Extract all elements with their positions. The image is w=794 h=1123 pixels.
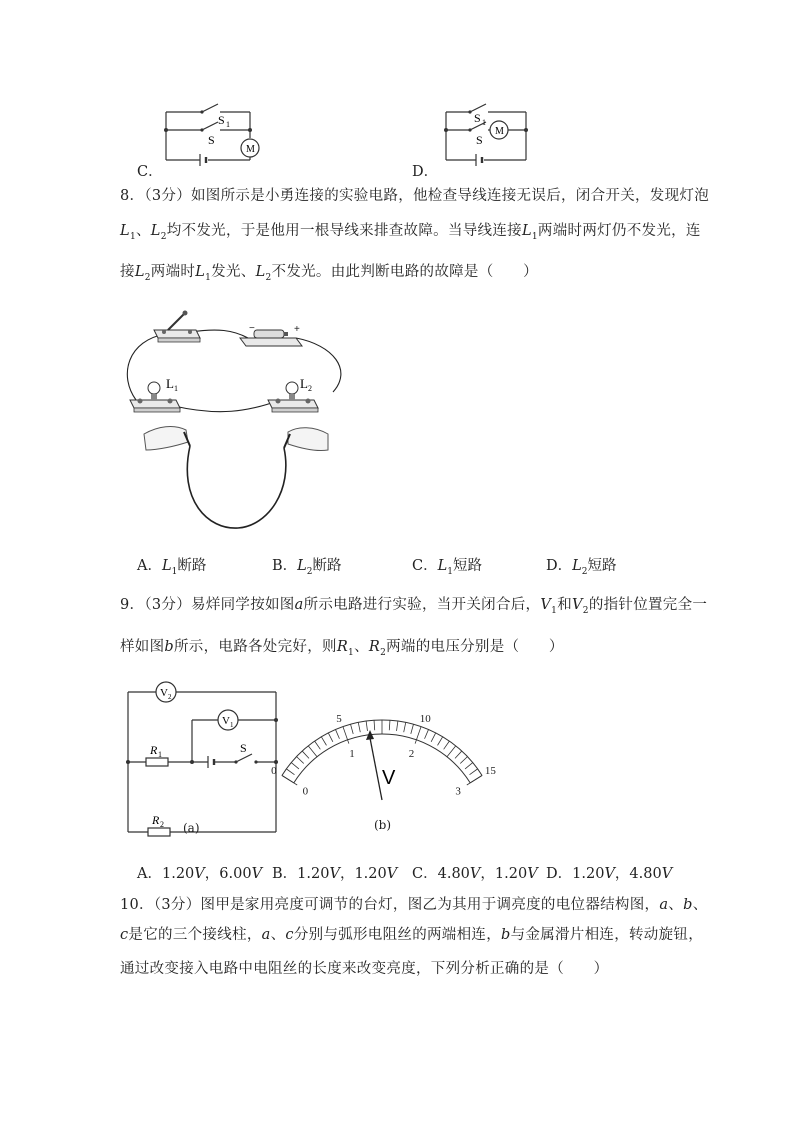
meter-tick: [447, 746, 456, 757]
q8-option-b[interactable]: B．$L_2$断路: [272, 558, 342, 577]
voltmeter-v1-label: V: [222, 715, 230, 727]
meter-tick: [374, 720, 375, 730]
q9-circuit-diagram-a: [124, 680, 284, 840]
svg-text:2: 2: [168, 693, 172, 701]
svg-text:1: 1: [158, 750, 162, 759]
q10-stem-line3: 通过改变接入电路中电阻丝的长度来改变亮度，下列分析正确的是（ ）: [120, 961, 609, 977]
meter-lower-tick-label: 3: [455, 785, 461, 798]
switch-s-label: S: [208, 133, 215, 147]
switch-s1-label: S: [218, 113, 225, 127]
q9-stem-line2: 样如图b所示，电路各处完好，则$R_1$、$R_2$两端的电压分别是（ ）: [120, 639, 564, 658]
q8-option-d[interactable]: D．$L_2$短路: [546, 558, 617, 577]
left-hand-icon: [144, 427, 190, 450]
svg-text:−: −: [249, 323, 255, 334]
q9-stem-line1: 9．（3分）易烊同学按如图a所示电路进行实验，当开关闭合后，$V_1$和$V_2$的指针位置完全一: [120, 597, 708, 616]
meter-lower-tick-label: 1: [349, 748, 355, 761]
q9-option-d[interactable]: D．1.20V，4.80V: [546, 866, 673, 882]
meter-tick: [358, 722, 360, 732]
svg-text:L: L: [166, 376, 174, 391]
q8-experiment-illustration: [118, 300, 358, 532]
q8-stem-line3: 接$L_2$两端时$L_1$发光、$L_2$不发光。由此判断电路的故障是（ ）: [120, 264, 538, 283]
q8-option-c[interactable]: C．$L_1$短路: [412, 558, 482, 577]
meter-upper-tick-label: 10: [419, 713, 431, 726]
option-d-label: D．: [412, 164, 439, 180]
meter-tick: [470, 769, 478, 775]
meter-upper-tick-label: 5: [336, 713, 342, 726]
svg-text:1: 1: [226, 120, 230, 129]
caption-b: (b): [374, 818, 392, 832]
meter-lower-tick-label: 0: [302, 785, 309, 798]
meter-tick: [397, 721, 398, 731]
svg-text:1: 1: [230, 721, 234, 729]
meter-tick: [351, 724, 354, 734]
meter-tick: [297, 757, 304, 764]
battery-icon: [240, 323, 302, 346]
resistor-r2-label: R: [152, 813, 160, 827]
meter-tick: [411, 724, 414, 734]
option-c-label: C．: [137, 164, 163, 180]
q8-stem-line1: 8．（3分）如图所示是小勇连接的实验电路，他检查导线连接无误后，闭合开关，发现灯泡: [120, 188, 709, 204]
voltmeter-v2-label: V: [160, 687, 168, 699]
motor-label: M: [246, 144, 255, 155]
switch-s-label: S: [240, 741, 247, 755]
circuit-diagram-c: [160, 100, 270, 170]
meter-upper-tick-label: 15: [484, 765, 496, 778]
meter-tick: [425, 730, 429, 739]
meter-tick: [282, 775, 297, 785]
q10-stem-line1: 10．（3分）图甲是家用亮度可调节的台灯，图乙为其用于调亮度的电位器结构图，a、b、: [120, 897, 708, 913]
svg-text:S: S: [476, 133, 483, 147]
meter-tick: [366, 721, 367, 731]
q10-stem-line2: c是它的三个接线柱，a、c分别与弧形电阻丝的两端相连，b与金属滑片相连，转动旋钮，: [120, 927, 704, 943]
lamp-l1-icon: [130, 376, 180, 412]
lamp-l2-icon: [268, 376, 318, 412]
meter-tick: [286, 769, 294, 775]
meter-tick: [308, 746, 317, 757]
meter-tick: [404, 722, 406, 732]
meter-tick: [302, 751, 309, 758]
motor-label: M: [495, 126, 504, 137]
meter-lower-tick-label: 2: [408, 748, 415, 761]
circuit-diagram-d: [440, 100, 540, 170]
meter-tick: [460, 757, 467, 764]
meter-tick: [444, 741, 450, 749]
caption-a: (a): [183, 821, 200, 835]
q8-option-a[interactable]: A．$L_1$断路: [137, 558, 207, 577]
svg-text:+: +: [294, 324, 300, 335]
q9-option-a[interactable]: A．1.20V，6.00V: [137, 866, 263, 882]
meter-tick: [431, 733, 436, 742]
meter-tick: [321, 737, 326, 746]
meter-tick: [467, 775, 482, 785]
svg-text:2: 2: [160, 820, 164, 829]
meter-tick: [291, 763, 299, 769]
meter-tick: [455, 751, 462, 758]
meter-unit-label: V: [382, 767, 396, 789]
meter-tick: [389, 720, 390, 730]
q8-stem-line2: $L_1$、$L_2$均不发光，于是他用一根导线来排查故障。当导线连接$L_1$两端时两灯仍不发光，连: [120, 223, 701, 242]
meter-tick: [465, 763, 473, 769]
meter-tick: [336, 730, 340, 739]
meter-tick: [438, 737, 443, 746]
meter-upper-tick-label: 0: [271, 765, 277, 778]
svg-text:1: 1: [482, 118, 486, 127]
knife-switch-icon: [154, 311, 200, 343]
test-wire: [187, 446, 286, 528]
svg-text:L: L: [300, 376, 308, 391]
svg-text:1: 1: [174, 384, 178, 393]
meter-needle: [366, 730, 382, 800]
q9-option-c[interactable]: C．4.80V，1.20V: [412, 866, 538, 882]
resistor-r1-label: R: [150, 743, 158, 757]
voltmeter-dial-b: [271, 688, 496, 818]
meter-tick: [328, 733, 333, 742]
meter-tick: [315, 741, 321, 749]
q9-option-b[interactable]: B．1.20V，1.20V: [272, 866, 398, 882]
svg-text:S: S: [474, 111, 481, 125]
svg-text:2: 2: [308, 384, 312, 393]
right-hand-icon: [284, 428, 328, 451]
